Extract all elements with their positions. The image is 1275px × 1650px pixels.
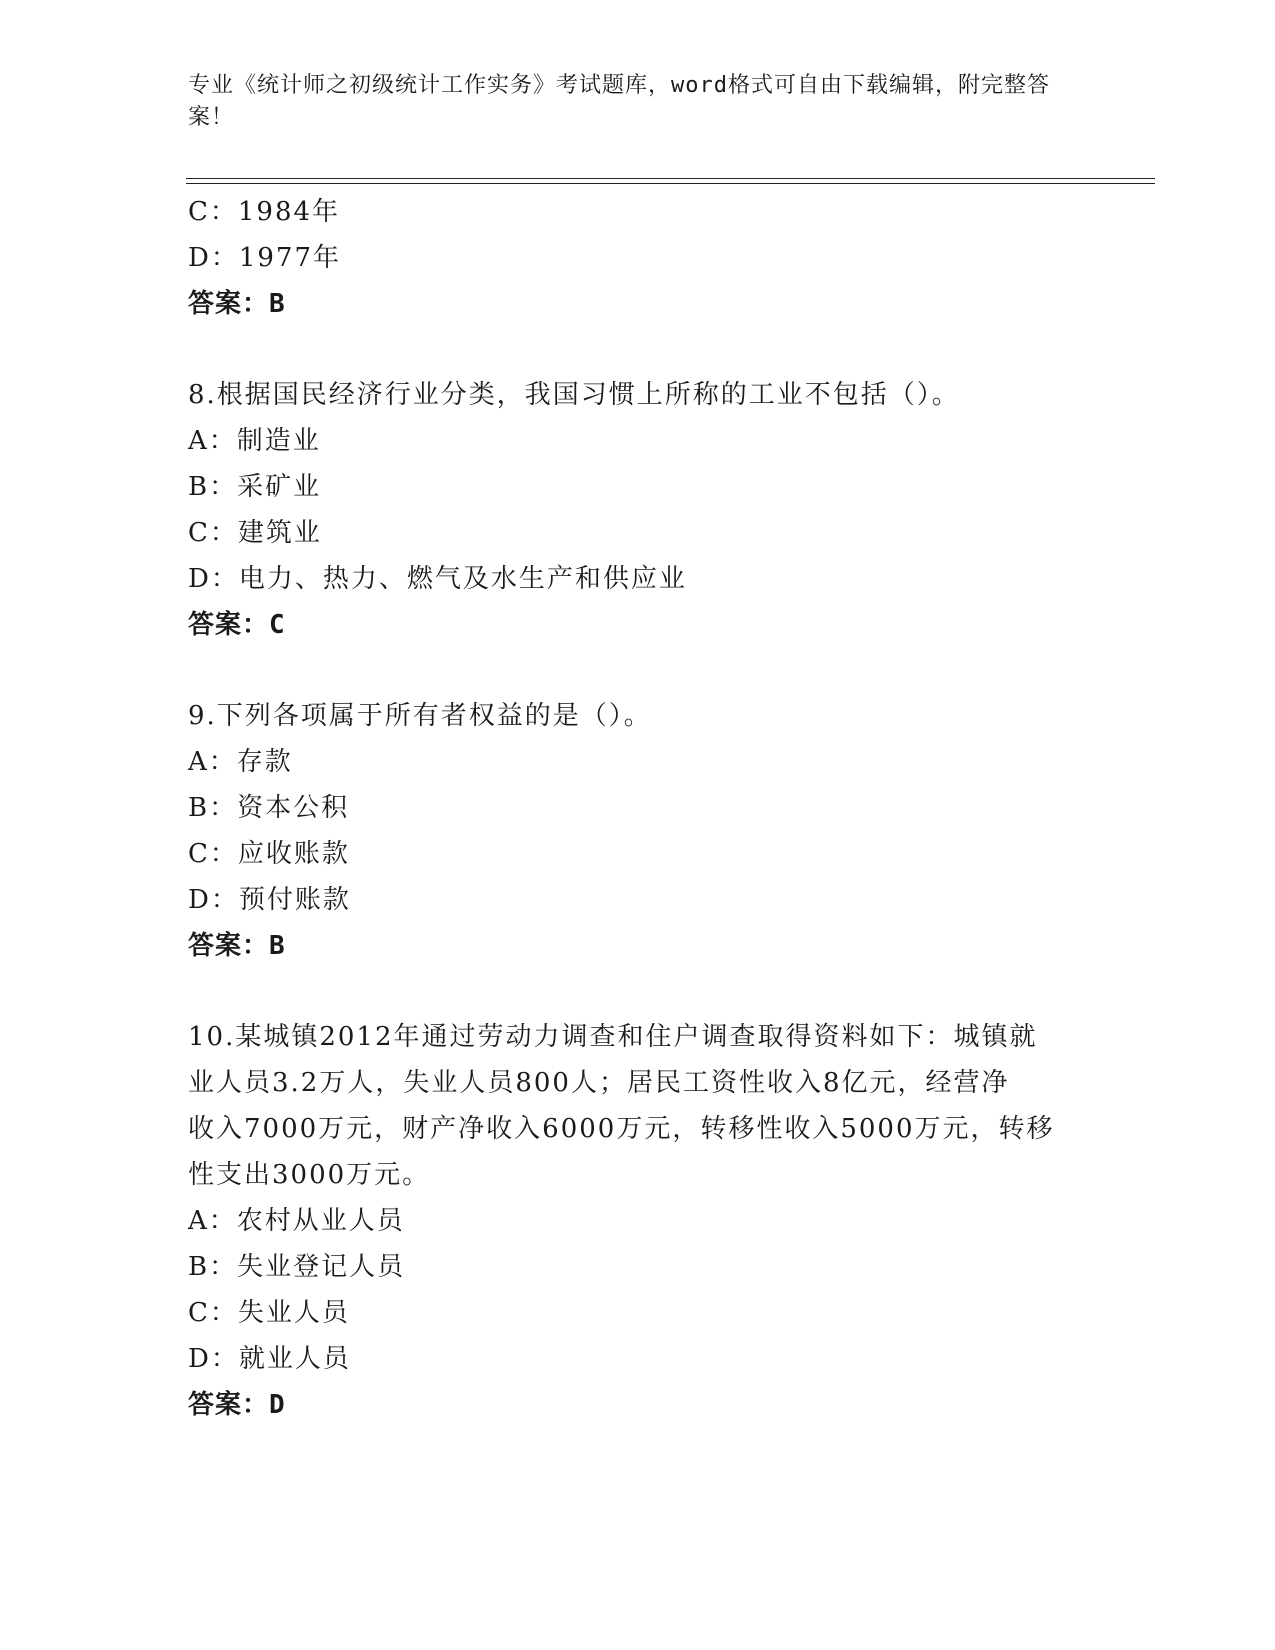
q9-option-d: D：预付账款	[188, 885, 351, 915]
q9-stem: 9.下列各项属于所有者权益的是（）。	[188, 701, 652, 731]
q10-option-c: C：失业人员	[188, 1298, 350, 1328]
q8-option-a: A：制造业	[188, 426, 321, 456]
q7-answer: 答案：B	[188, 289, 286, 319]
q10-option-b: B：失业登记人员	[188, 1252, 406, 1282]
question-9	[188, 693, 1088, 969]
q7-option-d: D：1977年	[188, 243, 342, 273]
spacer	[188, 327, 1088, 372]
question-7-tail	[188, 189, 1088, 327]
q8-option-b: B：采矿业	[188, 472, 322, 502]
q10-option-d: D：就业人员	[188, 1344, 351, 1374]
header-divider-bottom	[186, 183, 1155, 184]
q9-option-b: B：资本公积	[188, 793, 350, 823]
q10-answer: 答案：D	[188, 1390, 286, 1420]
q9-option-c: C：应收账款	[188, 839, 350, 869]
q7-option-c: C：1984年	[188, 197, 341, 227]
q10-stem-line-3: 收入7000万元，财产净收入6000万元，转移性收入5000万元，转移	[188, 1114, 1055, 1144]
header-note: 专业《统计师之初级统计工作实务》考试题库，word格式可自由下载编辑，附完整答案！	[188, 73, 1050, 130]
q8-option-d: D：电力、热力、燃气及水生产和供应业	[188, 564, 687, 594]
question-10	[188, 1014, 1088, 1428]
q10-stem-line-2: 业人员3.2万人，失业人员800人；居民工资性收入8亿元，经营净	[188, 1068, 1010, 1098]
spacer	[188, 969, 1088, 1014]
header-divider-top	[186, 178, 1155, 179]
question-content	[188, 189, 1088, 1428]
q9-answer: 答案：B	[188, 931, 286, 961]
q10-stem-line-4: 性支出3000万元。	[188, 1160, 431, 1190]
q8-stem: 8.根据国民经济行业分类，我国习惯上所称的工业不包括（）。	[188, 380, 960, 410]
question-8	[188, 372, 1088, 648]
q8-option-c: C：建筑业	[188, 518, 322, 548]
q8-answer: 答案：C	[188, 610, 286, 640]
q10-stem-line-1: 10.某城镇2012年通过劳动力调查和住户调查取得资料如下：城镇就	[188, 1022, 1038, 1052]
spacer	[188, 648, 1088, 693]
q10-option-a: A：农村从业人员	[188, 1206, 405, 1236]
q9-option-a: A：存款	[188, 747, 293, 777]
